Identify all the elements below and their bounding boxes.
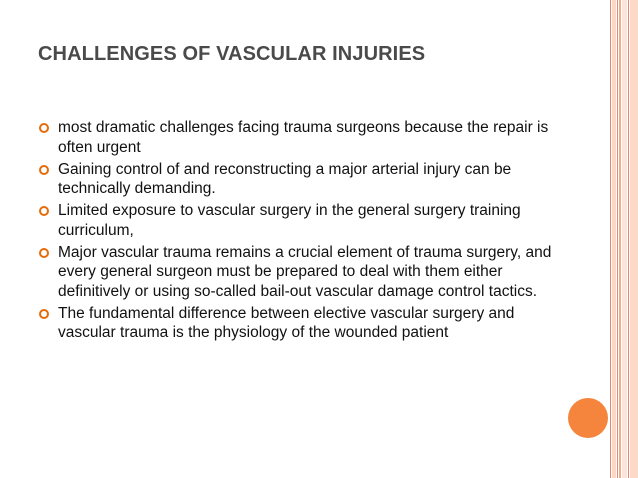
hollow-circle-bullet-icon bbox=[39, 309, 49, 319]
stripe bbox=[622, 0, 627, 478]
stripe bbox=[619, 0, 621, 478]
stripe bbox=[630, 0, 638, 478]
bullet-item bbox=[38, 243, 558, 302]
hollow-circle-bullet-icon bbox=[39, 165, 49, 175]
hollow-circle-bullet-icon bbox=[39, 123, 49, 133]
bullet-item bbox=[38, 160, 558, 199]
hollow-circle-bullet-icon bbox=[39, 248, 49, 258]
hollow-circle-bullet-icon bbox=[39, 206, 49, 216]
slide-title: CHALLENGES OF VASCULAR INJURIES bbox=[38, 43, 426, 65]
bullet-item bbox=[38, 201, 558, 240]
stripe bbox=[612, 0, 616, 478]
stripe bbox=[610, 0, 611, 478]
stripe bbox=[628, 0, 629, 478]
bullet-item bbox=[38, 304, 558, 343]
bullet-list bbox=[38, 118, 558, 345]
bullet-text: Gaining control of and reconstructing a major arterial injury can be technically demanding. bbox=[58, 160, 512, 197]
bullet-item bbox=[38, 118, 558, 157]
decorative-stripes bbox=[610, 0, 638, 478]
bullet-text: most dramatic challenges facing trauma surgeons because the repair is often urgent bbox=[58, 119, 549, 156]
bullet-text: The fundamental difference between elective vascular surgery and vascular trauma is the physiology of the wounded patient bbox=[58, 304, 515, 341]
stripe bbox=[617, 0, 618, 478]
bullet-text: Limited exposure to vascular surgery in the general surgery training curriculum, bbox=[58, 202, 521, 239]
bullet-text: Major vascular trauma remains a crucial element of trauma surgery, and every general surgeon must be prepared to deal with them either definitively or using so-called bail-out vascular damage control tactics. bbox=[58, 243, 552, 300]
orange-circle-decoration bbox=[568, 398, 608, 438]
